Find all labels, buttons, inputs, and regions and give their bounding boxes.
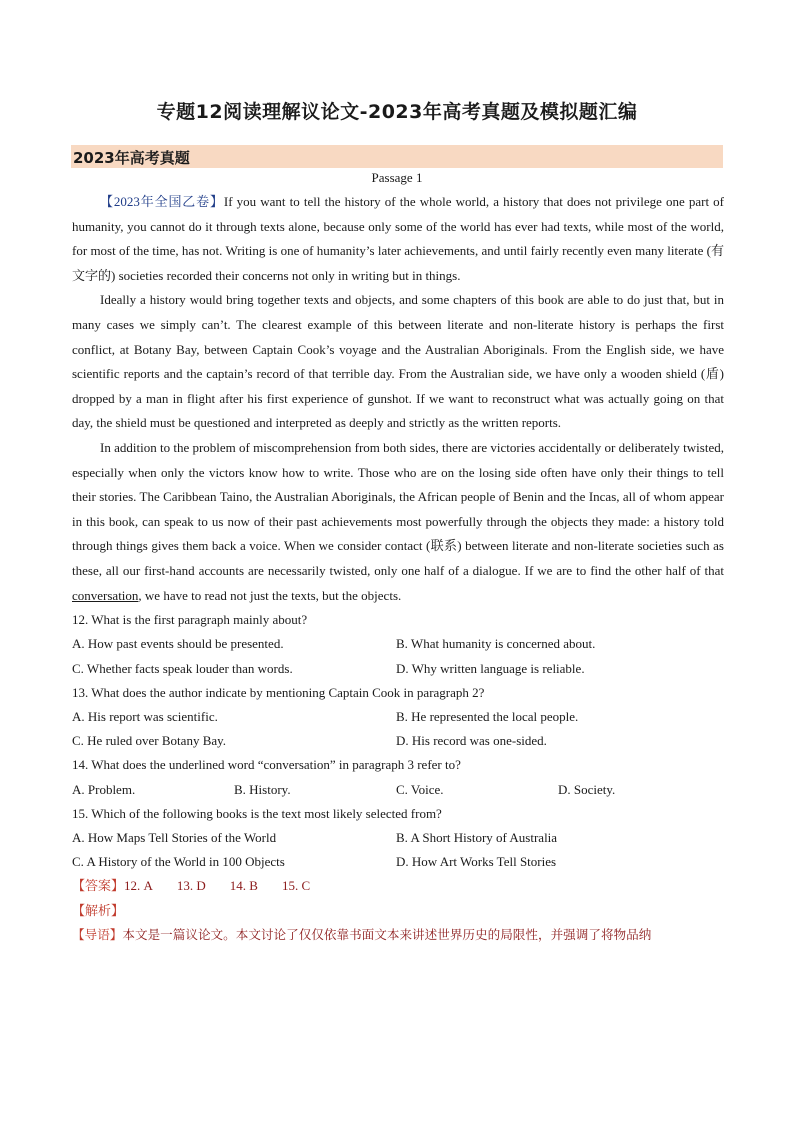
source-tag: 【2023年全国乙卷】 bbox=[100, 194, 224, 209]
intro-line bbox=[72, 923, 724, 948]
answer-item: 15. C bbox=[281, 878, 311, 894]
option: D. His record was one-sided. bbox=[396, 733, 547, 749]
question-13-options bbox=[72, 729, 724, 753]
analysis-line bbox=[72, 899, 724, 924]
question-15-stem: 15. Which of the following books is the text most likely selected from? bbox=[72, 805, 442, 821]
section-heading: 2023年高考真题 bbox=[73, 149, 190, 167]
answer-line bbox=[72, 874, 724, 899]
option: D. Why written language is reliable. bbox=[396, 660, 585, 676]
paragraph-2: Ideally a history would bring together texts and objects, and some chapters of this book are able to do just that, but in many cases we simply can’t. The clearest example of this between literate and non-literate history is perhaps the first conflict, at Botany Bay, between Captain Cook’s voyage and the Australian Aboriginals. From the English side, we have scientific reports and the captain’s record of that terrible day. From the Australian side, we have only a wooden shield (盾) dropped by a man in flight after his first experience of gunshot. If we want to reconstruct what was actually going on that day, the shield must be questioned and interpreted as deeply and strictly as the written reports. bbox=[72, 292, 724, 431]
option: A. Problem. bbox=[72, 781, 136, 797]
question-12-options bbox=[72, 657, 724, 681]
option: A. How Maps Tell Stories of the World bbox=[72, 829, 277, 845]
question-12-options bbox=[72, 632, 724, 656]
question-12-stem: 12. What is the first paragraph mainly about? bbox=[72, 612, 308, 628]
option: C. Voice. bbox=[396, 781, 444, 797]
paragraph-1 bbox=[72, 190, 724, 288]
question-13-stem: 13. What does the author indicate by mentioning Captain Cook in paragraph 2? bbox=[72, 684, 485, 700]
option: C. He ruled over Botany Bay. bbox=[72, 733, 227, 749]
option: D. Society. bbox=[558, 781, 616, 797]
option: C. A History of the World in 100 Objects bbox=[72, 854, 285, 870]
analysis-label: 【解析】 bbox=[72, 902, 125, 918]
question-15-options bbox=[72, 850, 724, 874]
option: B. What humanity is concerned about. bbox=[396, 636, 596, 652]
section-header bbox=[71, 145, 723, 168]
question-14-stem: 14. What does the underlined word “conversation” in paragraph 3 refer to? bbox=[72, 757, 461, 773]
answer-label: 【答案】 bbox=[72, 878, 125, 894]
answer-item: 14. B bbox=[229, 878, 258, 894]
document-body bbox=[72, 190, 724, 948]
question-14-options bbox=[72, 778, 724, 802]
question-13-options bbox=[72, 705, 724, 729]
page-title: 专题12阅读理解议论文-2023年高考真题及模拟题汇编 bbox=[156, 101, 638, 123]
intro-text: 本文是一篇议论文。本文讨论了仅仅依靠书面文本来讲述世界历史的局限性，并强调了将物品纳 bbox=[122, 927, 652, 943]
option: B. History. bbox=[234, 781, 291, 797]
option: C. Whether facts speak louder than words. bbox=[72, 660, 293, 676]
paragraph-3 bbox=[72, 436, 724, 608]
option: A. His report was scientific. bbox=[72, 708, 218, 724]
passage-label: Passage 1 bbox=[371, 170, 423, 185]
paragraph-3-text: In addition to the problem of miscomprehension from both sides, there are victories accidentally or deliberately twisted, especially when only the victors know how to write. Those who are on the losing side often have only their things to tell their stories. The Caribbean Taino, the Australian Aboriginals, the African people of Benin and the Incas, all of whom appear in this book, can speak to us now of their past achievements most powerfully through the objects they made: a history told through things gives them back a voice. When we consider contact (联系) between literate and non-literate societies such as these, all our first-hand accounts are necessarily twisted, only one half of a dialogue. If we are to find the other half of that bbox=[72, 439, 724, 578]
answer-item: 13. D bbox=[176, 878, 206, 894]
underlined-word: conversation bbox=[72, 587, 139, 603]
option: B. A Short History of Australia bbox=[396, 829, 558, 845]
option: B. He represented the local people. bbox=[396, 708, 579, 724]
intro-label: 【导语】 bbox=[72, 927, 123, 943]
option: D. How Art Works Tell Stories bbox=[396, 854, 557, 870]
option: A. How past events should be presented. bbox=[72, 636, 284, 652]
paragraph-3-tail: , we have to read not just the texts, but the objects. bbox=[138, 587, 402, 603]
question-15-options bbox=[72, 826, 724, 850]
paragraph-1-text: If you want to tell the history of the whole world, a history that does not privilege one part of humanity, you cannot do it through texts alone, because only some of the world has ever had texts, while most of the world, for most of the time, has not. Writing is one of humanity’s later achievements, and until fairly recently even many literate (有文字的) societies recorded their concerns not only in writing but in things. bbox=[72, 194, 724, 283]
answer-item: 12. A bbox=[124, 878, 153, 894]
